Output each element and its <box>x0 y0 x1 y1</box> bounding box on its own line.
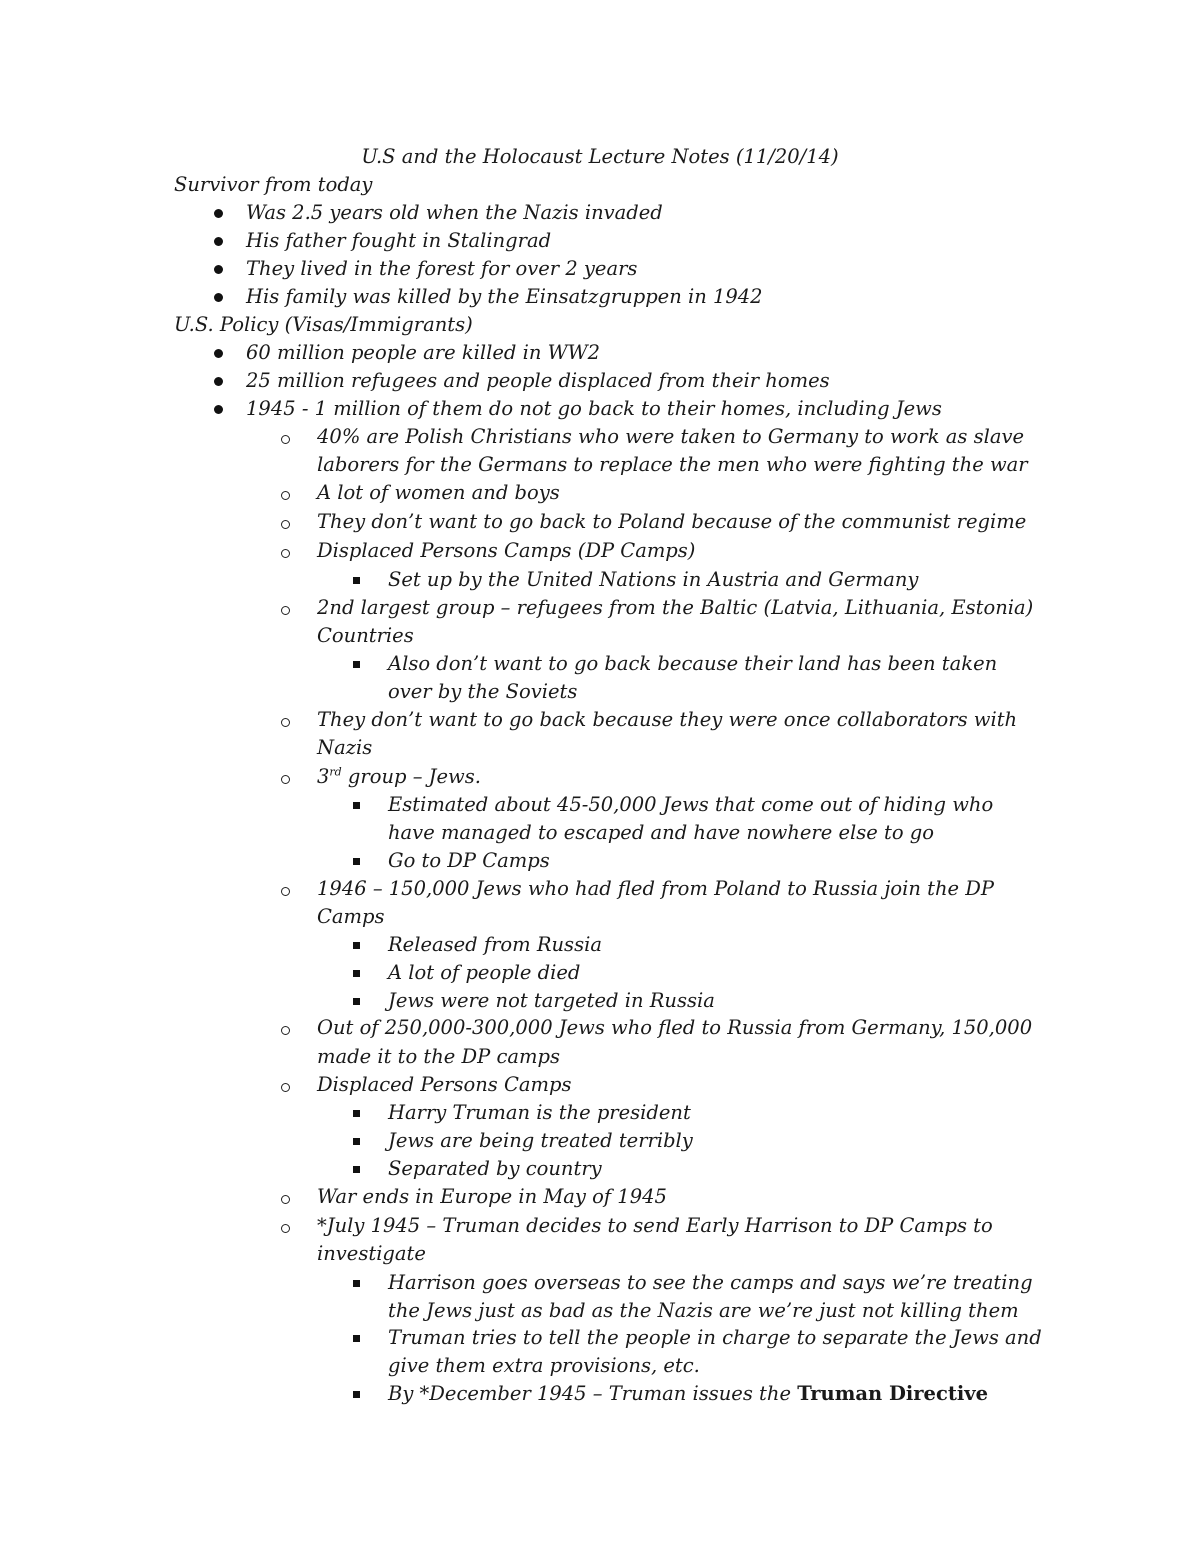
list-item: War ends in Europe in May of 1945 <box>317 1185 667 1208</box>
list-item: Jews are being treated terribly <box>388 1129 693 1152</box>
list-item: Harry Truman is the president <box>388 1101 691 1124</box>
bullet-square-icon <box>353 1166 360 1173</box>
list-item-december: By *December 1945 – Truman issues the Truman Directive <box>388 1382 988 1405</box>
list-item: Was 2.5 years old when the Nazis invaded <box>246 201 663 224</box>
list-item-continuation: have managed to escaped and have nowhere else to go <box>388 821 934 844</box>
list-item: Jews were not targeted in Russia <box>388 989 715 1012</box>
list-item: 60 million people are killed in WW2 <box>246 341 601 364</box>
list-item: Estimated about 45-50,000 Jews that come out of hiding who <box>388 793 994 816</box>
bullet-square-icon <box>353 942 360 949</box>
list-item: Harrison goes overseas to see the camps and says we’re treating <box>388 1271 1033 1294</box>
bullet-circle-icon <box>281 549 290 558</box>
list-item-continuation: Nazis <box>317 736 373 759</box>
bullet-dot-icon <box>214 377 223 386</box>
list-item: They lived in the forest for over 2 years <box>246 257 638 280</box>
bullet-square-icon <box>353 998 360 1005</box>
bullet-circle-icon <box>281 1224 290 1233</box>
list-item: His family was killed by the Einsatzgruppen in 1942 <box>246 285 763 308</box>
bullet-circle-icon <box>281 775 290 784</box>
list-item-continuation: laborers for the Germans to replace the men who were fighting the war <box>317 453 1028 476</box>
list-item: They don’t want to go back to Poland because of the communist regime <box>317 510 1027 533</box>
list-item: 40% are Polish Christians who were taken to Germany to work as slave <box>317 425 1024 448</box>
list-item: 2nd largest group – refugees from the Baltic (Latvia, Lithuania, Estonia) <box>317 596 1034 619</box>
bullet-square-icon <box>353 970 360 977</box>
truman-directive-text: Truman Directive <box>797 1382 988 1405</box>
bullet-circle-icon <box>281 718 290 727</box>
list-item-continuation: the Jews just as bad as the Nazis are we’re just not killing them <box>388 1299 1019 1322</box>
bullet-circle-icon <box>281 491 290 500</box>
bullet-square-icon <box>353 1138 360 1145</box>
list-item: 1945 - 1 million of them do not go back to their homes, including Jews <box>246 397 942 420</box>
document-title: U.S and the Holocaust Lecture Notes (11/20/14) <box>361 145 839 168</box>
list-item: Truman tries to tell the people in charge to separate the Jews and <box>388 1326 1042 1349</box>
list-item: 1946 – 150,000 Jews who had fled from Poland to Russia join the DP <box>317 877 995 900</box>
bullet-square-icon <box>353 661 360 668</box>
bullet-square-icon <box>353 1391 360 1398</box>
list-item: They don’t want to go back because they were once collaborators with <box>317 708 1018 731</box>
list-item: Set up by the United Nations in Austria and Germany <box>388 568 919 591</box>
bullet-dot-icon <box>214 293 223 302</box>
list-item: Separated by country <box>388 1157 602 1180</box>
section-heading-survivor: Survivor from today <box>174 173 373 196</box>
bullet-square-icon <box>353 1335 360 1342</box>
bullet-circle-icon <box>281 887 290 896</box>
list-item-continuation: Camps <box>317 905 385 928</box>
bullet-circle-icon <box>281 1026 290 1035</box>
list-item: Released from Russia <box>388 933 602 956</box>
bullet-dot-icon <box>214 265 223 274</box>
list-item: Displaced Persons Camps <box>317 1073 572 1096</box>
bullet-square-icon <box>353 1110 360 1117</box>
bullet-circle-icon <box>281 1195 290 1204</box>
list-item-continuation: give them extra provisions, etc. <box>388 1354 700 1377</box>
bullet-dot-icon <box>214 209 223 218</box>
bullet-circle-icon <box>281 435 290 444</box>
bullet-square-icon <box>353 577 360 584</box>
list-item-third-group: 3rd group – Jews. <box>317 765 481 788</box>
list-item: Also don’t want to go back because their land has been taken <box>388 652 998 675</box>
list-item-continuation: investigate <box>317 1242 426 1265</box>
list-item: His father fought in Stalingrad <box>246 229 552 252</box>
bullet-square-icon <box>353 802 360 809</box>
list-item: Displaced Persons Camps (DP Camps) <box>317 539 696 562</box>
list-item: Go to DP Camps <box>388 849 550 872</box>
bullet-square-icon <box>353 1280 360 1287</box>
list-item: Out of 250,000-300,000 Jews who fled to Russia from Germany, 150,000 <box>317 1016 1033 1039</box>
list-item: A lot of people died <box>388 961 581 984</box>
bullet-dot-icon <box>214 349 223 358</box>
list-item-continuation: Countries <box>317 624 414 647</box>
list-item: *July 1945 – Truman decides to send Early Harrison to DP Camps to <box>317 1214 993 1237</box>
list-item-continuation: over by the Soviets <box>388 680 578 703</box>
section-heading-us-policy: U.S. Policy (Visas/Immigrants) <box>174 313 473 336</box>
bullet-square-icon <box>353 858 360 865</box>
bullet-circle-icon <box>281 1083 290 1092</box>
list-item-continuation: made it to the DP camps <box>317 1045 560 1068</box>
bullet-circle-icon <box>281 520 290 529</box>
bullet-circle-icon <box>281 606 290 615</box>
list-item: 25 million refugees and people displaced from their homes <box>246 369 830 392</box>
bullet-dot-icon <box>214 405 223 414</box>
list-item: A lot of women and boys <box>317 481 560 504</box>
bullet-dot-icon <box>214 237 223 246</box>
